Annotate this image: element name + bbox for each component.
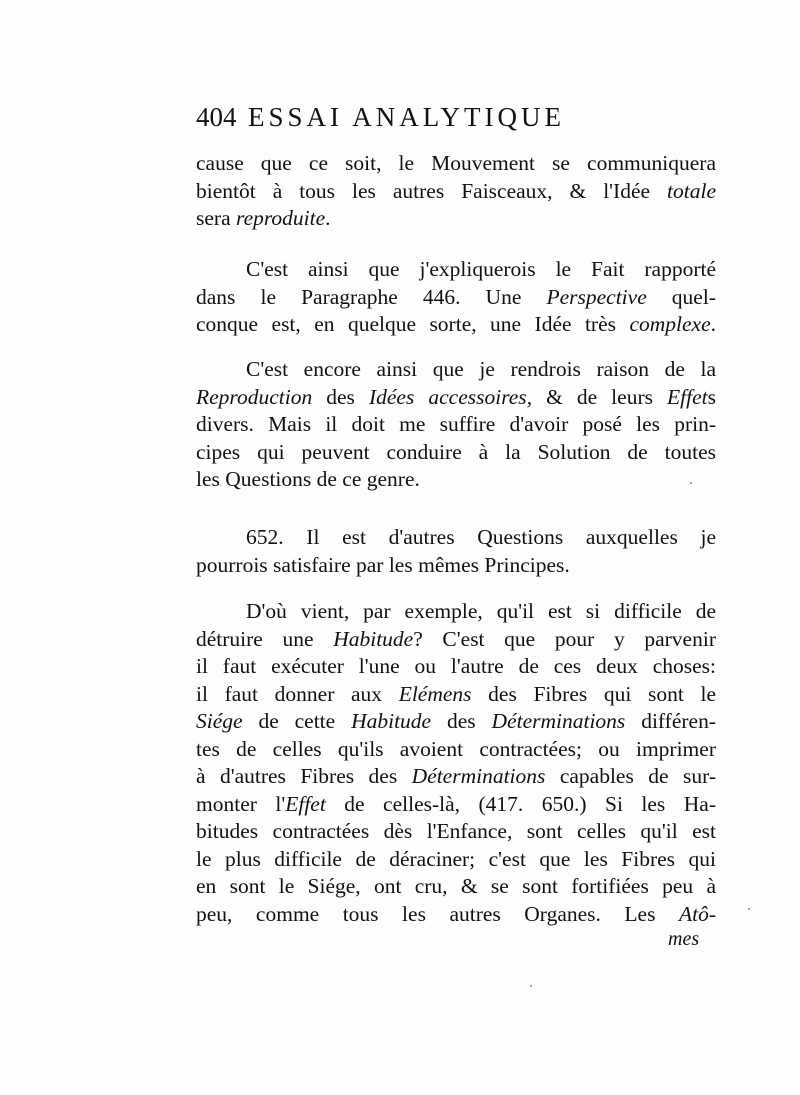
text-line: C'est encore ainsi que je rendrois raison de la	[246, 357, 716, 381]
paper-speck	[530, 985, 532, 987]
text-line: les Questions de ce genre.	[196, 467, 420, 491]
text-line: à d'autres Fibres des Déterminations capables de sur-	[196, 764, 716, 788]
text-line: D'où vient, par exemple, qu'il est si difficile de	[246, 599, 716, 623]
text-line: conque est, en quelque sorte, une Idée très complexe.	[196, 312, 716, 336]
text-line: cause que ce soit, le Mouvement se communiquera	[196, 151, 716, 175]
text-line: divers. Mais il doit me suffire d'avoir posé les prin-	[196, 412, 716, 436]
paragraph-3	[196, 356, 716, 494]
text-line: peu, comme tous les autres Organes. Les Atô-	[196, 901, 716, 926]
paper-speck	[748, 908, 750, 910]
text-line: détruire une Habitude? C'est que pour y parvenir	[196, 626, 716, 651]
page-header	[196, 102, 736, 142]
paragraph-5	[196, 598, 716, 928]
text-line: Reproduction des Idées accessoires, & de leurs Effets	[196, 384, 716, 409]
text-line: C'est ainsi que j'expliquerois le Fait rapporté	[246, 257, 716, 281]
paragraph-1	[196, 150, 716, 233]
text-line: sera reproduite.	[196, 206, 331, 230]
page-number: 404	[196, 102, 237, 132]
paper-speck	[690, 482, 692, 484]
text-line: tes de celles qu'ils avoient contractées; ou imprimer	[196, 736, 716, 761]
paragraph-652	[196, 524, 716, 579]
text-line: bientôt à tous les autres Faisceaux, & l'Idée totale	[196, 178, 716, 203]
text-line: bitudes contractées dès l'Enfance, sont celles qu'il est	[196, 819, 716, 843]
text-line: il faut exécuter l'une ou l'autre de ces deux choses:	[196, 654, 716, 678]
text-line: en sont le Siége, ont cru, & se sont fortifiées peu à	[196, 874, 716, 898]
text-line: il faut donner aux Elémens des Fibres qui sont le	[196, 681, 716, 706]
text-line: cipes qui peuvent conduire à la Solution de toutes	[196, 439, 716, 464]
text-line: 652. Il est d'autres Questions auxquelles je	[246, 525, 716, 549]
text-line: monter l'Effet de celles-là, (417. 650.) Si les Ha-	[196, 791, 716, 816]
running-title: ESSAI ANALYTIQUE	[248, 102, 566, 132]
text-line: dans le Paragraphe 446. Une Perspective quel-	[196, 284, 716, 309]
text-line: Siége de cette Habitude des Déterminations différen-	[196, 709, 716, 733]
text-line: pourrois satisfaire par les mêmes Principes.	[196, 552, 570, 577]
catchword: mes	[668, 928, 700, 950]
paragraph-2	[196, 256, 716, 339]
text-line: le plus difficile de déraciner; c'est que les Fibres qui	[196, 846, 716, 871]
